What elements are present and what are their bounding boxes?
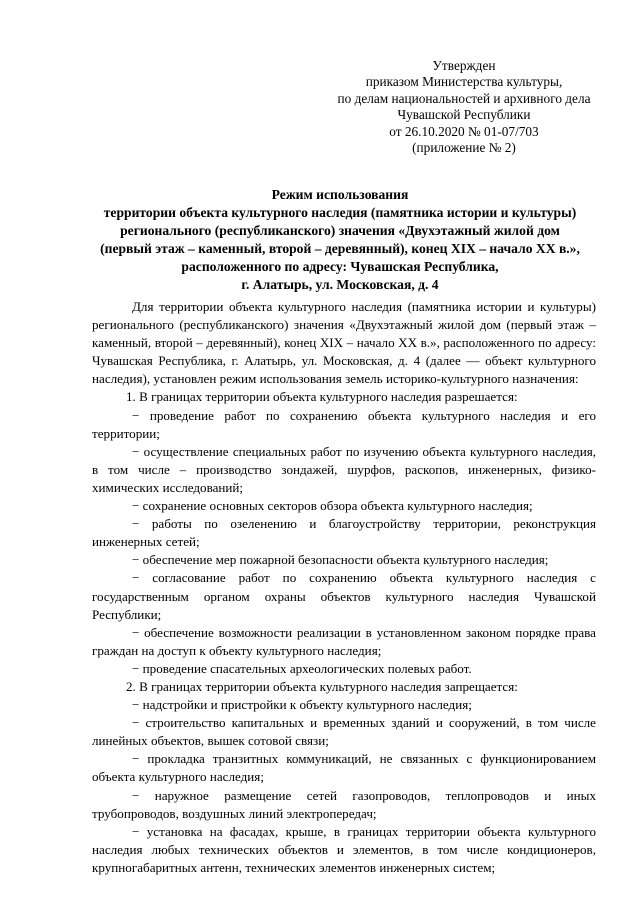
document-title [70,186,610,294]
list-item: − прокладка транзитных коммуникаций, не связанных с функционированием объекта культурного наследия; [92,751,596,785]
list-item: − осуществление специальных работ по изучению объекта культурного наследия, в том числе – производство зондажей, шурфов, раскопов, инженерных, физико-химических исследований; [92,443,596,495]
approval-line: по делам национальностей и архивного дела [337,90,591,106]
title-line: г. Алатырь, ул. Московская, д. 4 [241,277,439,292]
list-item: − работы по озеленению и благоустройству территории, реконструкция инженерных сетей; [92,516,596,550]
list-item: − обеспечение мер пожарной безопасности объекта культурного наследия; [132,552,549,568]
list-item: − проведение спасательных археологических полевых работ. [132,660,472,676]
section-heading: 2. В границах территории объекта культурного наследия запрещается: [126,678,518,694]
list-item: − строительство капитальных и временных зданий и сооружений, в том числе линейных объектов, вышек сотовой связи; [92,715,596,749]
list-item: − проведение работ по сохранению объекта культурного наследия и его территории; [92,407,596,441]
section-heading: 1. В границах территории объекта культурного наследия разрешается: [126,389,518,405]
list-item: − согласование работ по сохранению объекта культурного наследия с государственным органом охраны объектов культурного наследия Чувашской Республики; [92,570,596,622]
approval-stamp [330,58,598,156]
title-line: Режим использования [271,187,409,202]
list-item: − надстройки и пристройки к объекту культурного наследия; [132,697,472,713]
list-item: − наружное размещение сетей газопроводов, теплопроводов и иных трубопроводов, воздушных линий электропередач; [92,787,596,821]
title-line: расположенного по адресу: Чувашская Республика, [181,259,499,274]
document-body [92,298,596,877]
list-item: − обеспечение возможности реализации в установленном законом порядке права граждан на доступ к объекту культурного наследия; [92,624,596,658]
approval-line: приказом Министерства культуры, [365,74,563,90]
approval-line: (приложение № 2) [412,140,516,156]
list-item: − установка на фасадах, крыше, в границах территории объекта культурного наследия любых технических объектов и элементов, в том числе кондиционеров, крупногабаритных антенн, технических элементов инженерных систем; [92,823,596,875]
approval-line: Утвержден [432,58,496,73]
title-line: регионального (республиканского) значения «Двухэтажный жилой дом [120,223,560,238]
approval-line: Чувашской Республики [397,107,531,123]
approval-line: от 26.10.2020 № 01-07/703 [389,123,539,139]
intro-paragraph: Для территории объекта культурного наследия (памятника истории и культуры) регионального (республиканского) значения «Двухэтажный жилой дом (первый этаж – каменный, второй – деревянный), конец XIX – начало XX в.», расположенного по адресу: Чувашская Республика, г. Алатырь, ул. Московская, д. 4 (далее — объект культурного наследия), установлен режим использования земель историко-культурного назначения: [92,299,596,387]
title-line: (первый этаж – каменный, второй – деревянный), конец XIX – начало XX в.», [100,241,580,256]
list-item: − сохранение основных секторов обзора объекта культурного наследия; [132,498,533,514]
title-line: территории объекта культурного наследия (памятника истории и культуры) [103,205,577,220]
